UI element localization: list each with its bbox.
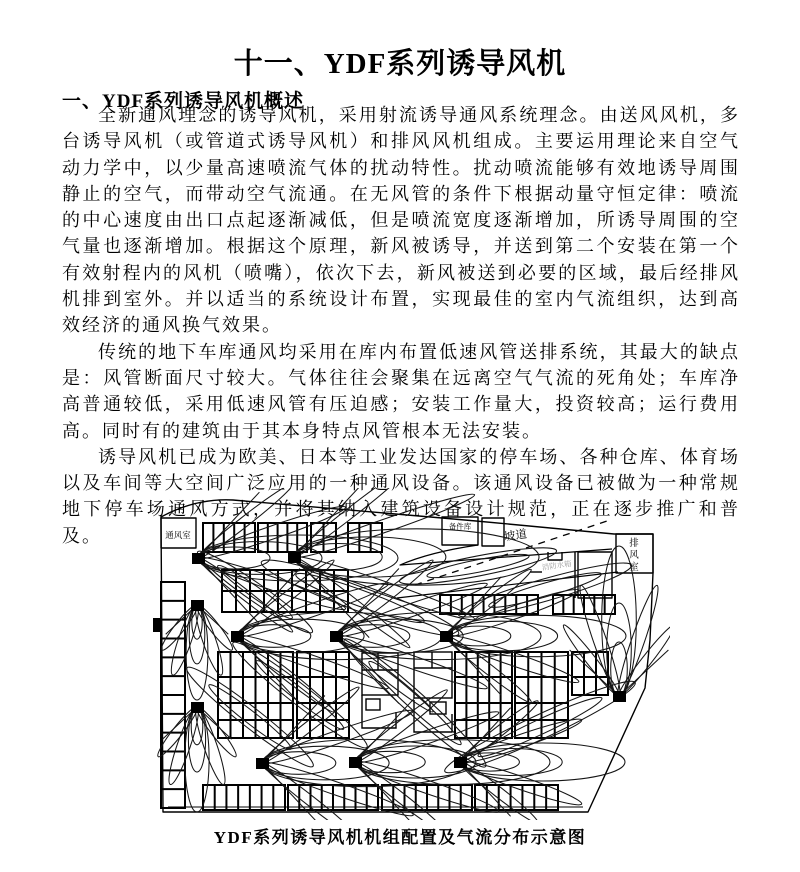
paragraph-1: 全新通风理念的诱导风机，采用射流诱导通风系统理念。由送风风机，多台诱导风机（或管道式诱导风机）和排风风机组成。主要运用理论来自空气动力学中，以少量高速喷流气体的扰动特性。扰动喷流能够有效地诱导周围静止的空气，而带动空气流通。在无风管的条件下根据动量守恒定律：喷流的中心速度由出口点起逐渐减低，但是喷流宽度逐渐增加，所诱导周围的空气量也逐渐增加。根据这个原理，新风被诱导，并送到第二个安装在第一个有效射程内的风机（喷嘴），依次下去，新风被送到必要的区域，最后经排风机排到室外。并以适当的系统设计布置，实现最佳的室内气流组织，达到高效经济的通风换气效果。 [62,105,740,336]
stair-cores [362,652,452,732]
fan-unit [349,757,362,768]
fan-unit [191,600,204,611]
label-ramp: 坡道 [503,528,528,544]
paragraph-2: 传统的地下车库通风均采用在库内布置低速风管送排系统，其最大的缺点是：风管断面尺寸较大。气体往往会聚集在远离空气气流的死角处；车库净高普通较低，采用低速风管有压迫感；安装工作量大，投资较高；运行费用高。同时有的建筑由于其本身特点风管根本无法安装。 [62,341,740,441]
label-exhaust-room: 排风室 [629,539,639,573]
paragraph-3: 诱导风机已成为欧美、日本等工业发达国家的停车场、各种仓库、体育场以及车间等大空间广泛应用的一种通风设备。该通风设备已被做为一种常规地下停车场通风方式，并将其纳入建筑设备设计规范，正在逐步推广和普及。 [62,446,740,546]
fan-unit [192,553,205,564]
figure-caption: YDF系列诱导风机机组配置及气流分布示意图 [213,828,587,847]
garage-plan-diagram [148,488,670,820]
airflow-plumes [154,488,670,820]
supply-opening [153,618,161,632]
fan-unit [454,757,467,768]
label-spare-parts: 备件库 [448,522,472,531]
fan-unit [191,702,204,713]
fan-unit [440,631,453,642]
fan-unit [288,552,301,563]
body-text [62,102,740,549]
fan-unit [256,758,269,769]
fan-unit [330,631,343,642]
label-vent-room: 通风室 [165,530,191,540]
fan-unit [231,631,244,642]
label-fire-tank: 消防水箱 [541,558,573,573]
page-title: 十一、YDF系列诱导风机 [233,48,567,81]
section-heading: 一、YDF系列诱导风机概述 [62,90,305,112]
fan-unit [613,691,626,702]
